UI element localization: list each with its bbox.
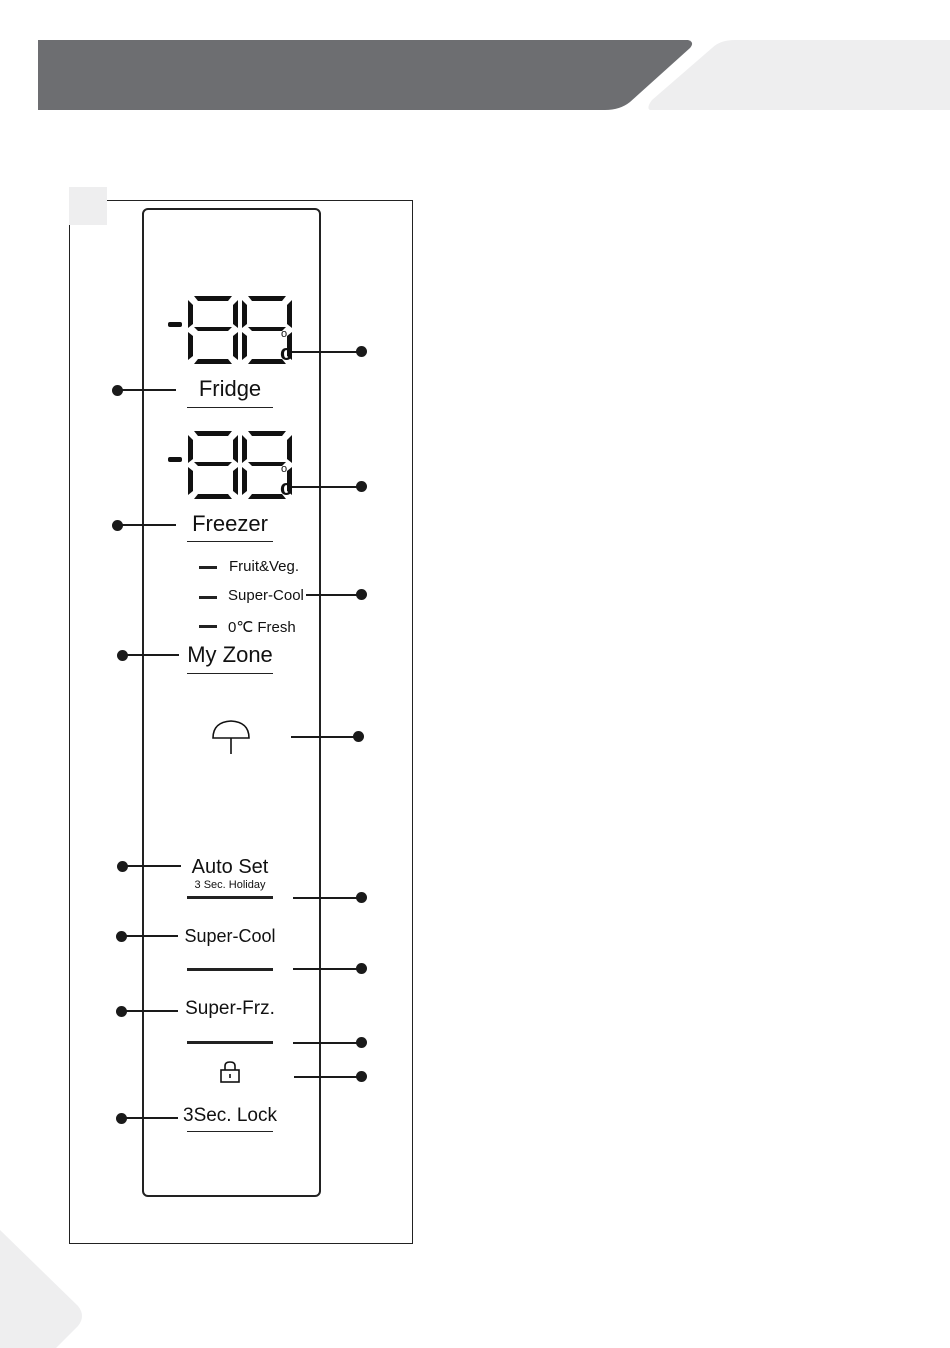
myzone-option: 0℃ Fresh (228, 619, 296, 636)
lock-label: 3Sec. Lock (183, 1105, 277, 1126)
corner-tab (0, 1230, 100, 1348)
callout-dot-superfrz-button (356, 1037, 367, 1048)
callout-line-lock-icon (294, 1076, 360, 1078)
callout-line-freezer-label (118, 524, 176, 526)
callout-line-autoset-label (123, 865, 181, 867)
freezer-label: Freezer (192, 511, 268, 536)
callout-line-autoset-button (293, 897, 359, 899)
fridge-degree-unit: c (280, 340, 293, 365)
freezer-temperature-display (160, 427, 300, 502)
freezer-degree-unit: c (280, 475, 293, 500)
myzone-option: Super-Cool (228, 587, 304, 604)
callout-dot-freezer-display (356, 481, 367, 492)
fridge-label: Fridge (198, 376, 262, 401)
superfrz-label: Super-Frz. (185, 998, 275, 1019)
supercool-label: Super-Cool (184, 926, 276, 946)
figure-number-box (69, 187, 107, 225)
callout-line-supercool-label (122, 935, 178, 937)
callout-line-freezer-display (292, 486, 360, 488)
callout-dot-fridge-display (356, 346, 367, 357)
callout-line-lock-label (122, 1117, 178, 1119)
callout-line-holiday-icon (291, 736, 357, 738)
freezer-label-underline (187, 541, 273, 542)
myzone-label-underline (187, 673, 273, 674)
fridge-degree-symbol: o (281, 328, 288, 340)
superfrz-button-bar[interactable] (187, 1041, 273, 1044)
callout-line-superfrz-label (122, 1010, 178, 1012)
callout-line-myzone-label (123, 654, 179, 656)
callout-line-myzone-options (306, 594, 360, 596)
callout-line-fridge-label (118, 389, 176, 391)
autoset-button-bar[interactable] (187, 896, 273, 899)
freezer-degree-symbol: o (281, 463, 288, 475)
umbrella-icon (210, 718, 252, 756)
autoset-sublabel: 3 Sec. Holiday (194, 879, 266, 891)
header-bar (0, 0, 950, 120)
fridge-temperature-display (160, 292, 300, 367)
lock-label-underline (187, 1131, 273, 1132)
padlock-icon (218, 1060, 242, 1084)
callout-line-superfrz-button (293, 1042, 359, 1044)
callout-dot-myzone-options (356, 589, 367, 600)
myzone-indicator-3 (199, 625, 217, 628)
myzone-indicator-1 (199, 566, 217, 569)
supercool-button-bar[interactable] (187, 968, 273, 971)
myzone-label: My Zone (187, 642, 273, 667)
myzone-option: Fruit&Veg. (229, 558, 300, 575)
callout-dot-lock-icon (356, 1071, 367, 1082)
callout-dot-autoset-button (356, 892, 367, 903)
callout-dot-supercool-button (356, 963, 367, 974)
fridge-label-underline (187, 407, 273, 408)
callout-dot-holiday-icon (353, 731, 364, 742)
callout-line-supercool-button (293, 968, 359, 970)
callout-line-fridge-display (292, 351, 360, 353)
autoset-label: Auto Set (191, 856, 269, 878)
myzone-indicator-2 (199, 596, 217, 599)
